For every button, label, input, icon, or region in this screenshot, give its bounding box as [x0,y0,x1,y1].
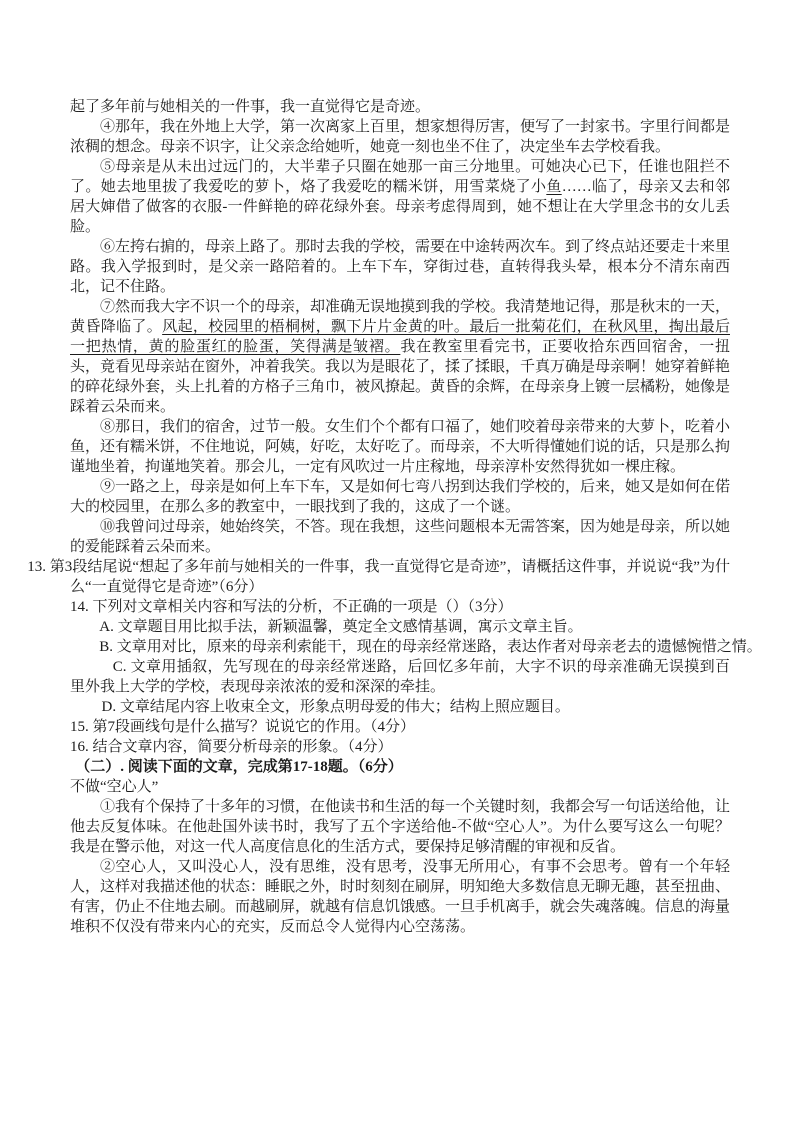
text-segment: A. 文章题目用比拟手法，新颖温馨，奠定全文感情基调，寓示文章主旨。 [99,619,583,635]
question-14 [70,597,730,617]
paragraph-4 [70,117,730,157]
text-segment: 不做“空心人” [70,779,159,795]
text-segment: B. 文章用对比，原来的母亲利索能干，现在的母亲经常迷路，表达作者对母亲老去的遗憾惋惜之情。 [99,639,762,655]
article-2-paragraph-2 [70,857,730,937]
text-segment: 起了多年前与她相关的一件事，我一直觉得它是奇迹。 [70,99,431,115]
text-segment: ①我有个保持了十多年的习惯，在他读书和生活的每一个关键时刻，我都会写一句话送给他，让他去反复体味。在他赴国外读书时，我写了五个字送给他-不做“空心人”。为什么要写这么一句呢？我是在警示他，对这一代人高度信息化的生活方式，要保持足够清醒的审视和反省。 [70,799,731,855]
section-2-heading [70,757,730,777]
text-segment: ⑦然而我大字不识一个的母亲，却准确无误地摸到我的学校。我清楚地记得，那是秋末的一天，黄昏降临了。 [70,299,731,335]
text-segment: 14. 下列对文章相关内容和写法的分析，不正确的一项是（）（3分） [70,599,513,615]
paragraph-9 [70,477,730,517]
text-segment: （二）. 阅读下面的文章，完成第17-18题。（6分） [75,759,403,775]
text-segment: 16. 结合文章内容，简要分析母亲的形象。（4分） [70,739,393,755]
question-13 [27,557,730,597]
text-segment: C. 文章用插叙，先写现在的母亲经常迷路，后回忆多年前，大字不识的母亲准确无误摸到百里外我上大学的学校，表现母亲浓浓的爱和深深的牵挂。 [70,659,730,695]
paragraph-7 [70,297,730,417]
option-d [70,697,730,717]
text-segment: ⑨一路之上，母亲是如何上车下车，又是如何七弯八拐到达我们学校的，后来，她又是如何在偌大的校园里，在那么多的教室中，一眼找到了我的，这成了一个谜。 [70,479,731,515]
underlined-text: 鱼 [546,179,562,195]
text-segment: D. 文章结尾内容上收束全文，形象点明母爱的伟大；结构上照应题目。 [101,699,570,715]
paragraph-5 [70,157,730,237]
text-segment: ⑥左挎右掮的，母亲上路了。那时去我的学校，需要在中途转两次车。到了终点站还要走十来里路。我入学报到时，是父亲一路陪着的。上车下车，穿街过巷，直转得我头晕，根本分不清东南西北，记不住路。 [70,239,731,295]
article-2-paragraph-1 [70,797,730,857]
option-a [70,617,730,637]
article-2-title [70,777,730,797]
option-c [70,657,730,697]
question-15 [70,717,730,737]
continuation-line [70,97,730,117]
text-segment: ④那年，我在外地上大学，第一次离家上百里，想家想得厉害，便写了一封家书。字里行间都是浓稠的想念。母亲不识字，让父亲念给她听，她竟一刻也坐不住了，决定坐车去学校看我。 [70,119,731,155]
question-16 [70,737,730,757]
text-segment: ②空心人，又叫没心人，没有思维，没有思考，没事无所用心，有事不会思考。曾有一个年轻人，这样对我描述他的状态：睡眠之外，时时刻刻在刷屏，明知绝大多数信息无聊无趣，甚至扭曲、有害，仍止不住地去刷。而越刷屏，就越有信息饥饿感。一旦手机离手，就会失魂落魄。信息的海量堆积不仅没有带来内心的充实，反而总令人觉得内心空荡荡。 [70,859,731,935]
text-segment: ⑧那日，我们的宿舍，过节一般。女生们个个都有口福了，她们咬着母亲带来的大萝卜，吃着小鱼，还有糯米饼，不住地说，阿姨，好吃，太好吃了。而母亲，不大听得懂她们说的话，只是那么拘谨地坐着，拘谨地笑着。那会儿，一定有风吹过一片庄稼地，母亲淳朴安然得犹如一棵庄稼。 [70,419,731,475]
text-segment: 13. 第3段结尾说“想起了多年前与她相关的一件事，我一直觉得它是奇迹”，请概括这件事，并说说“我”为什么“一直觉得它是奇迹”（6分） [27,559,730,595]
text-segment: 15. 第7段画线句是什么描写？说说它的作用。（4分） [70,719,416,735]
option-b [70,637,762,657]
paragraph-10 [70,517,730,557]
document-content [27,97,762,937]
text-segment: 我在教室里看完书，正要收拾东西回宿舍，一扭头，竟看见母亲站在窗外，冲着我笑。我以为是眼花了，揉了揉眼，千真万确是母亲啊！她穿着鲜艳的碎花绿外套，头上扎着的方格子三角巾，被风撩起。黄昏的余辉，在母亲身上镀一层橘粉，她像是踩着云朵而来。 [70,339,731,415]
text-segment: ……临了，母亲又去和邻居大婶借了做客的衣服-一件鲜艳的碎花绿外套。母亲考虑得周到，她不想让在大学里念书的女儿丢脸。 [70,179,730,235]
underlined-text: 风起，校园里的梧桐树，飘下片片金黄的叶。最后一批菊花们，在秋风里，掏出最后一把热情，黄的脸蛋红的脸蛋，笑得满是皱褶。 [70,319,730,355]
paragraph-8 [70,417,730,477]
text-segment: ⑩我曾问过母亲，她始终笑，不答。现在我想，这些问题根本无需答案，因为她是母亲，所以她的爱能踩着云朵而来。 [70,519,731,555]
text-segment: ⑤母亲是从未出过远门的，大半辈子只圈在她那一亩三分地里。可她决心已下，任谁也阻拦不了。她去地里拔了我爱吃的萝卜，烙了我爱吃的糯米饼，用雪菜烧了小 [70,159,730,195]
paragraph-6 [70,237,730,297]
